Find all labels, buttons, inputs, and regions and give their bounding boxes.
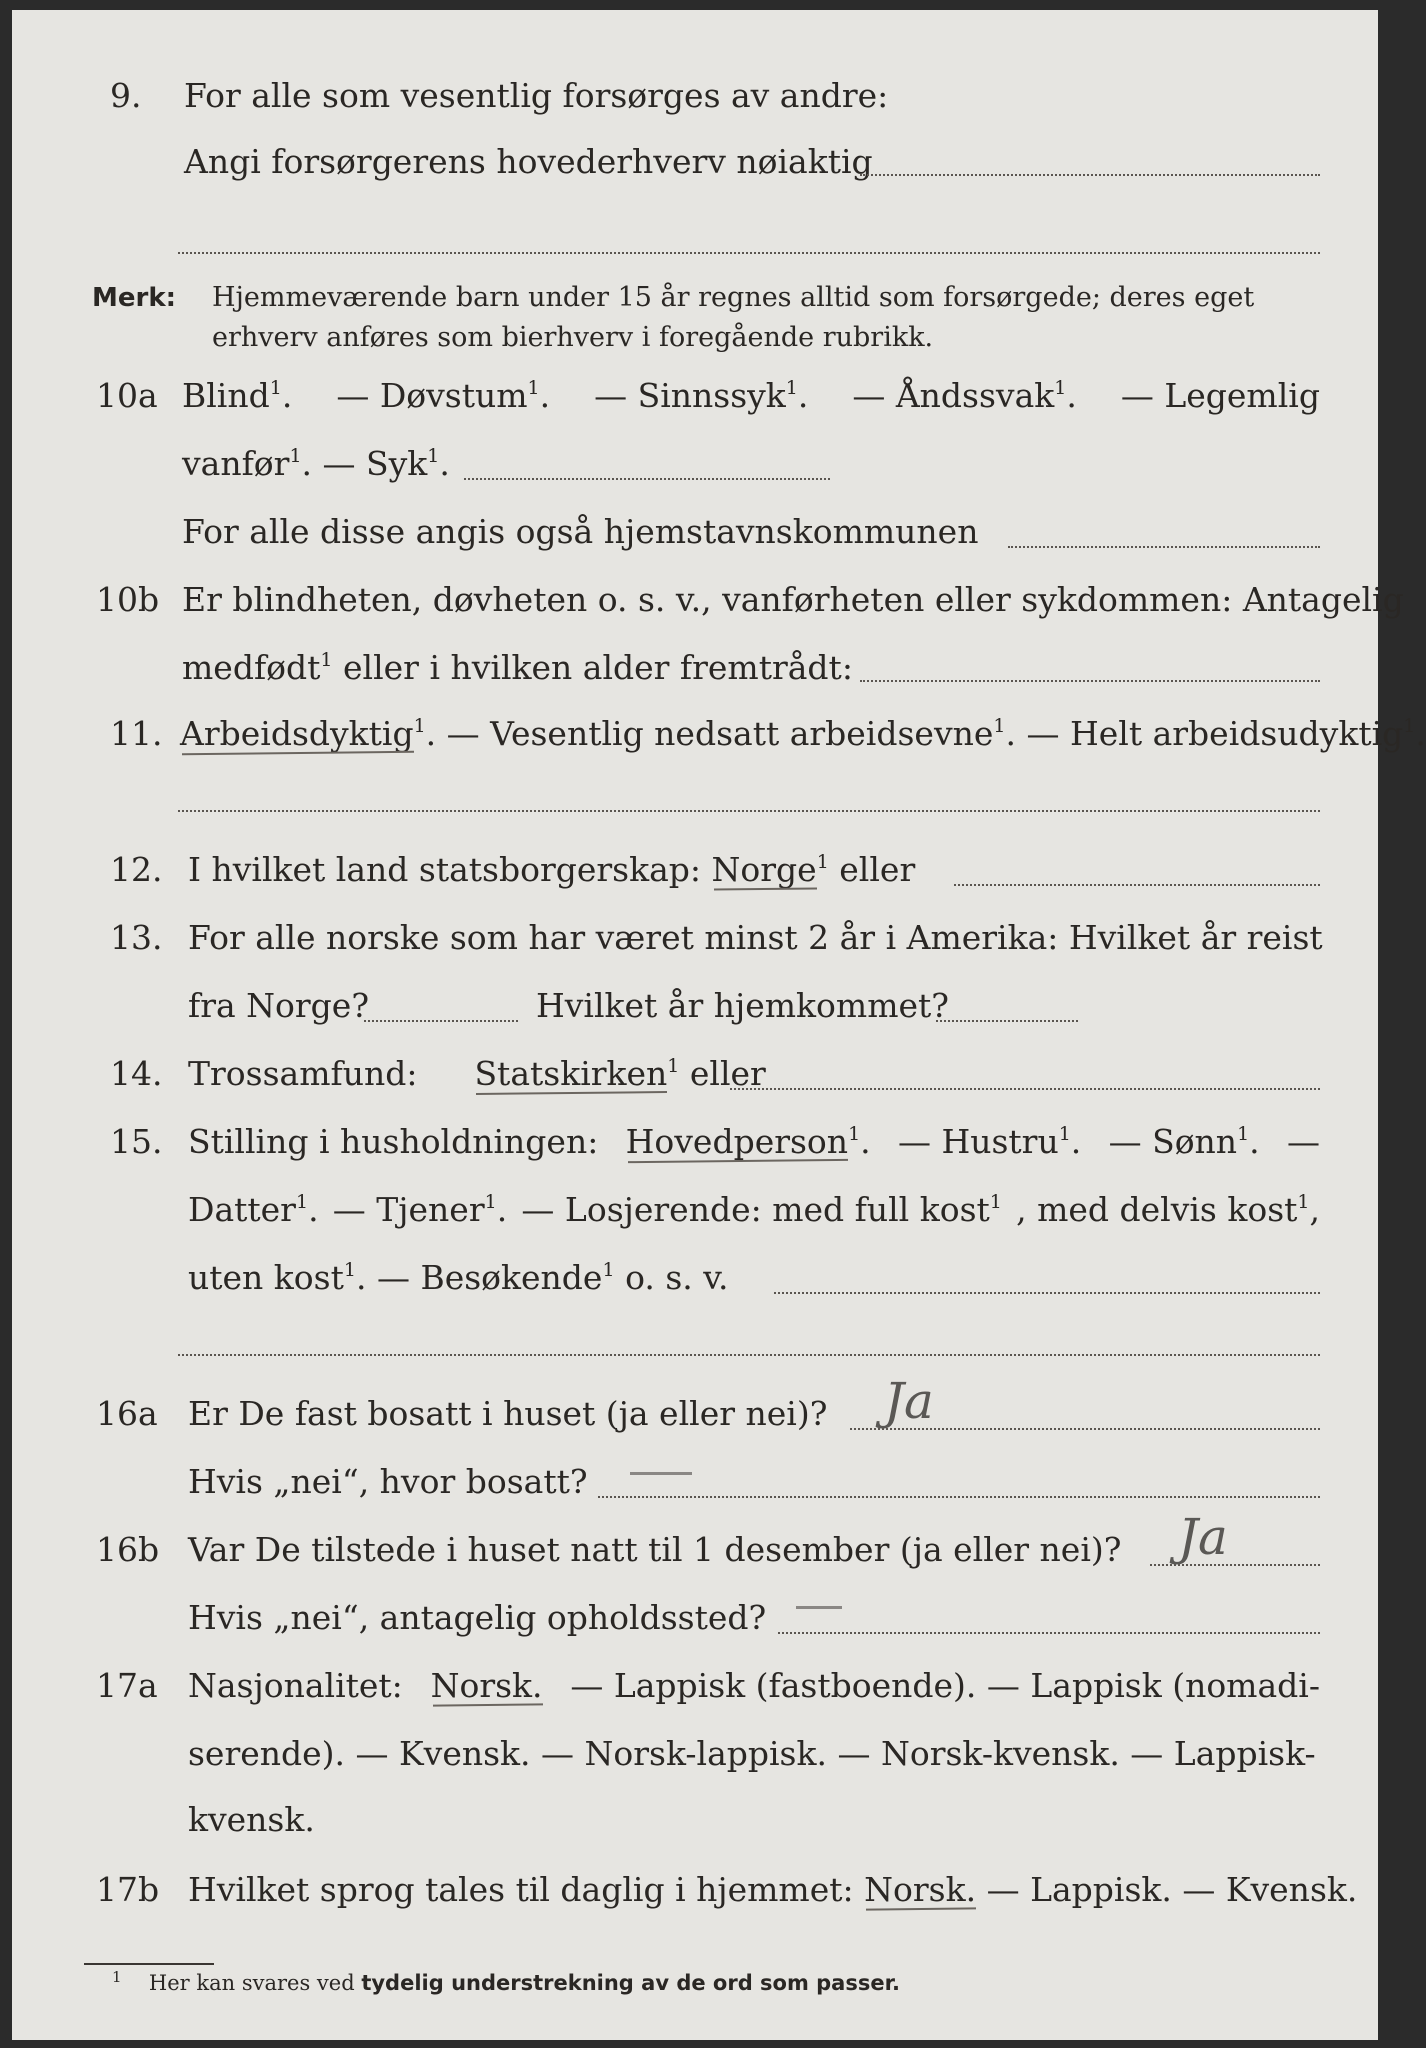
option-list: serende). — Kvensk. — Norsk-lappisk. — Norsk-kvensk. — Lappisk- [188, 1734, 1316, 1773]
question-17a-line3 [12, 1796, 1378, 1844]
footnote-number: 1 [112, 1968, 122, 1986]
option-eller: eller [689, 1054, 766, 1093]
question-10b-line2 [12, 644, 1378, 692]
question-12: 12. I hvilket land statsborgerskap: Norge$^1$ eller [12, 846, 1378, 894]
handwritten-dash [630, 1472, 692, 1475]
question-text: Hvilket sprog tales til daglig i hjemmet: [188, 1870, 854, 1909]
footnote-rule [84, 1963, 214, 1965]
question-17a [12, 1662, 1378, 1710]
question-text: Er De fast bosatt i huset (ja eller nei)? [188, 1394, 828, 1433]
option-lappisk-kvensk: — Lappisk. — Kvensk. [986, 1870, 1358, 1909]
option-legemlig: — Legemlig [1120, 376, 1320, 415]
question-15-line3: uten kost$^1$. — Besøkende$^1$ o. s. v. [12, 1254, 1378, 1302]
question-number: 13. [110, 918, 163, 957]
question-number: 16a [96, 1394, 158, 1433]
answer-line[interactable] [178, 810, 1320, 812]
footnote [112, 1968, 900, 1998]
option-tjener: — Tjener$^1$. [332, 1190, 508, 1229]
note-text: Hjemmeværende barn under 15 år regnes alltid som forsørgede; deres eget erhverv anføres som bierhverv i foregående rubrikk. [212, 282, 1255, 353]
question-text: Angi forsørgerens hovederhverv nøiaktig [184, 142, 873, 181]
question-number: 11. [110, 714, 163, 753]
question-15: 15. Stilling i husholdningen: Hovedperson$^1$. — Hustru$^1$. — Sønn$^1$. — [12, 1118, 1378, 1166]
question-17a-line2 [12, 1730, 1378, 1778]
option-statskirken-underlined: Statskirken [474, 1050, 667, 1098]
question-16a [12, 1372, 1378, 1438]
question-text: I hvilket land statsborgerskap: [188, 850, 702, 889]
question-text: Hvilket år hjemkommet? [536, 986, 949, 1025]
option-sinnssyk: — Sinnssyk$^1$. [594, 376, 809, 415]
question-14: 14. Trossamfund: Statskirken$^1$ eller [12, 1050, 1378, 1098]
answer-line[interactable] [1008, 546, 1320, 548]
note-label: Merk: [92, 283, 177, 313]
answer-line[interactable] [1150, 1564, 1320, 1566]
question-number: 16b [96, 1530, 160, 1569]
option-arbeidsdyktig-underlined: Arbeidsdyktig [180, 710, 414, 758]
option-syk: — Syk$^1$. [322, 444, 450, 483]
question-number: 10a [96, 376, 158, 415]
option-hovedperson-underlined: Hovedperson [626, 1118, 848, 1166]
answer-line[interactable] [860, 680, 1320, 682]
question-text: eller i hvilken alder fremtrådt: [343, 648, 853, 687]
question-13-line2 [12, 982, 1378, 1030]
option-eller: eller [839, 850, 916, 889]
answer-line[interactable] [778, 1632, 1320, 1634]
question-10a-line2 [12, 440, 1378, 488]
question-15-line2 [12, 1186, 1378, 1234]
option-lappisk: — Lappisk (fastboende). — Lappisk (nomadi- [570, 1666, 1320, 1705]
handwritten-answer[interactable]: Ja [1178, 1508, 1228, 1566]
census-form-page [12, 10, 1426, 2040]
question-text: Hvis „nei“, antagelig opholdssted? [188, 1598, 767, 1637]
question-text: For alle disse angis også hjemstavnskommunen [182, 512, 979, 551]
question-text: fra Norge? [188, 986, 370, 1025]
option-uten-kost: uten kost$^1$. [188, 1258, 367, 1297]
question-text: Er blindheten, døvheten o. s. v., vanførheten eller sykdommen: Antagelig [182, 580, 1404, 619]
answer-line[interactable] [936, 1020, 1078, 1022]
question-10b [12, 576, 1404, 624]
answer-line[interactable] [954, 884, 1320, 886]
option-andssvak: — Åndssvak$^1$. [852, 376, 1077, 415]
question-number: 17a [96, 1666, 158, 1705]
question-16b-line2 [12, 1594, 1378, 1642]
option-vanfor: vanfør$^1$. [182, 444, 313, 483]
option-medfodt: medfødt$^1$ [182, 648, 333, 687]
answer-line[interactable] [464, 478, 830, 480]
answer-line[interactable] [598, 1496, 1320, 1498]
question-10a-line3 [12, 508, 1378, 556]
question-16b [12, 1508, 1378, 1574]
option-norge-underlined: Norge [712, 846, 817, 894]
option-helt-arbeidsudyktig: — Helt arbeidsudyktig$^1$. [1026, 714, 1426, 753]
option-sonn: — Sønn$^1$. [1108, 1122, 1260, 1161]
question-text: Stilling i husholdningen: [188, 1122, 599, 1161]
question-text: For alle som vesentlig forsørges av andre: [184, 76, 889, 115]
answer-line[interactable] [860, 174, 1320, 176]
question-text: Var De tilstede i huset natt til 1 desember (ja eller nei)? [188, 1530, 1122, 1569]
question-10a [12, 372, 1378, 420]
option-besokende: — Besøkende$^1$ [376, 1258, 615, 1297]
option-datter: Datter$^1$. [188, 1190, 319, 1229]
option-blind: Blind$^1$. [182, 376, 293, 415]
answer-line[interactable] [178, 252, 1320, 254]
handwritten-answer[interactable]: Ja [884, 1372, 934, 1430]
question-9 [12, 72, 1378, 120]
footnote-text-bold: tydelig understrekning av de ord som passer. [361, 1971, 900, 1995]
question-number: 9. [110, 76, 142, 115]
question-number: 12. [110, 850, 163, 889]
question-17b [12, 1866, 1378, 1914]
option-norsk-underlined: Norsk. [864, 1866, 976, 1914]
answer-line[interactable] [774, 1292, 1320, 1294]
answer-line[interactable] [730, 1088, 1320, 1090]
question-text: For alle norske som har været minst 2 år i Amerika: Hvilket år reist [188, 918, 1323, 957]
option-losjerende-full-kost: — Losjerende: med full kost$^1$ [521, 1190, 1002, 1229]
question-text: Hvis „nei“, hvor bosatt? [188, 1462, 588, 1501]
option-delvis-kost: , med delvis kost$^1$, [1016, 1190, 1320, 1229]
question-9-line2 [12, 138, 1378, 186]
note-merk [12, 278, 1378, 358]
question-16a-line2 [12, 1458, 1378, 1506]
question-11: 11. Arbeidsdyktig$^1$. — Vesentlig nedsatt arbeidsevne$^1$. — Helt arbeidsudyktig$^1$. [12, 710, 1378, 758]
option-norsk-underlined: Norsk. [431, 1662, 543, 1710]
footnote-text: Her kan svares ved [148, 1971, 355, 1995]
question-number: 17b [96, 1870, 160, 1909]
question-text: Nasjonalitet: [188, 1666, 403, 1705]
question-number: 14. [110, 1054, 163, 1093]
answer-line[interactable] [364, 1020, 518, 1022]
answer-line[interactable] [178, 1354, 1320, 1356]
question-number: 15. [110, 1122, 163, 1161]
option-hustru: — Hustru$^1$. [897, 1122, 1082, 1161]
question-text: Trossamfund: [188, 1054, 418, 1093]
option-kvensk: kvensk. [188, 1800, 315, 1839]
option-vesentlig-nedsatt: — Vesentlig nedsatt arbeidsevne$^1$. [446, 714, 1016, 753]
handwritten-dash [796, 1606, 842, 1609]
option-dovstum: — Døvstum$^1$. [336, 376, 551, 415]
question-number: 10b [96, 580, 160, 619]
question-13 [12, 914, 1378, 962]
